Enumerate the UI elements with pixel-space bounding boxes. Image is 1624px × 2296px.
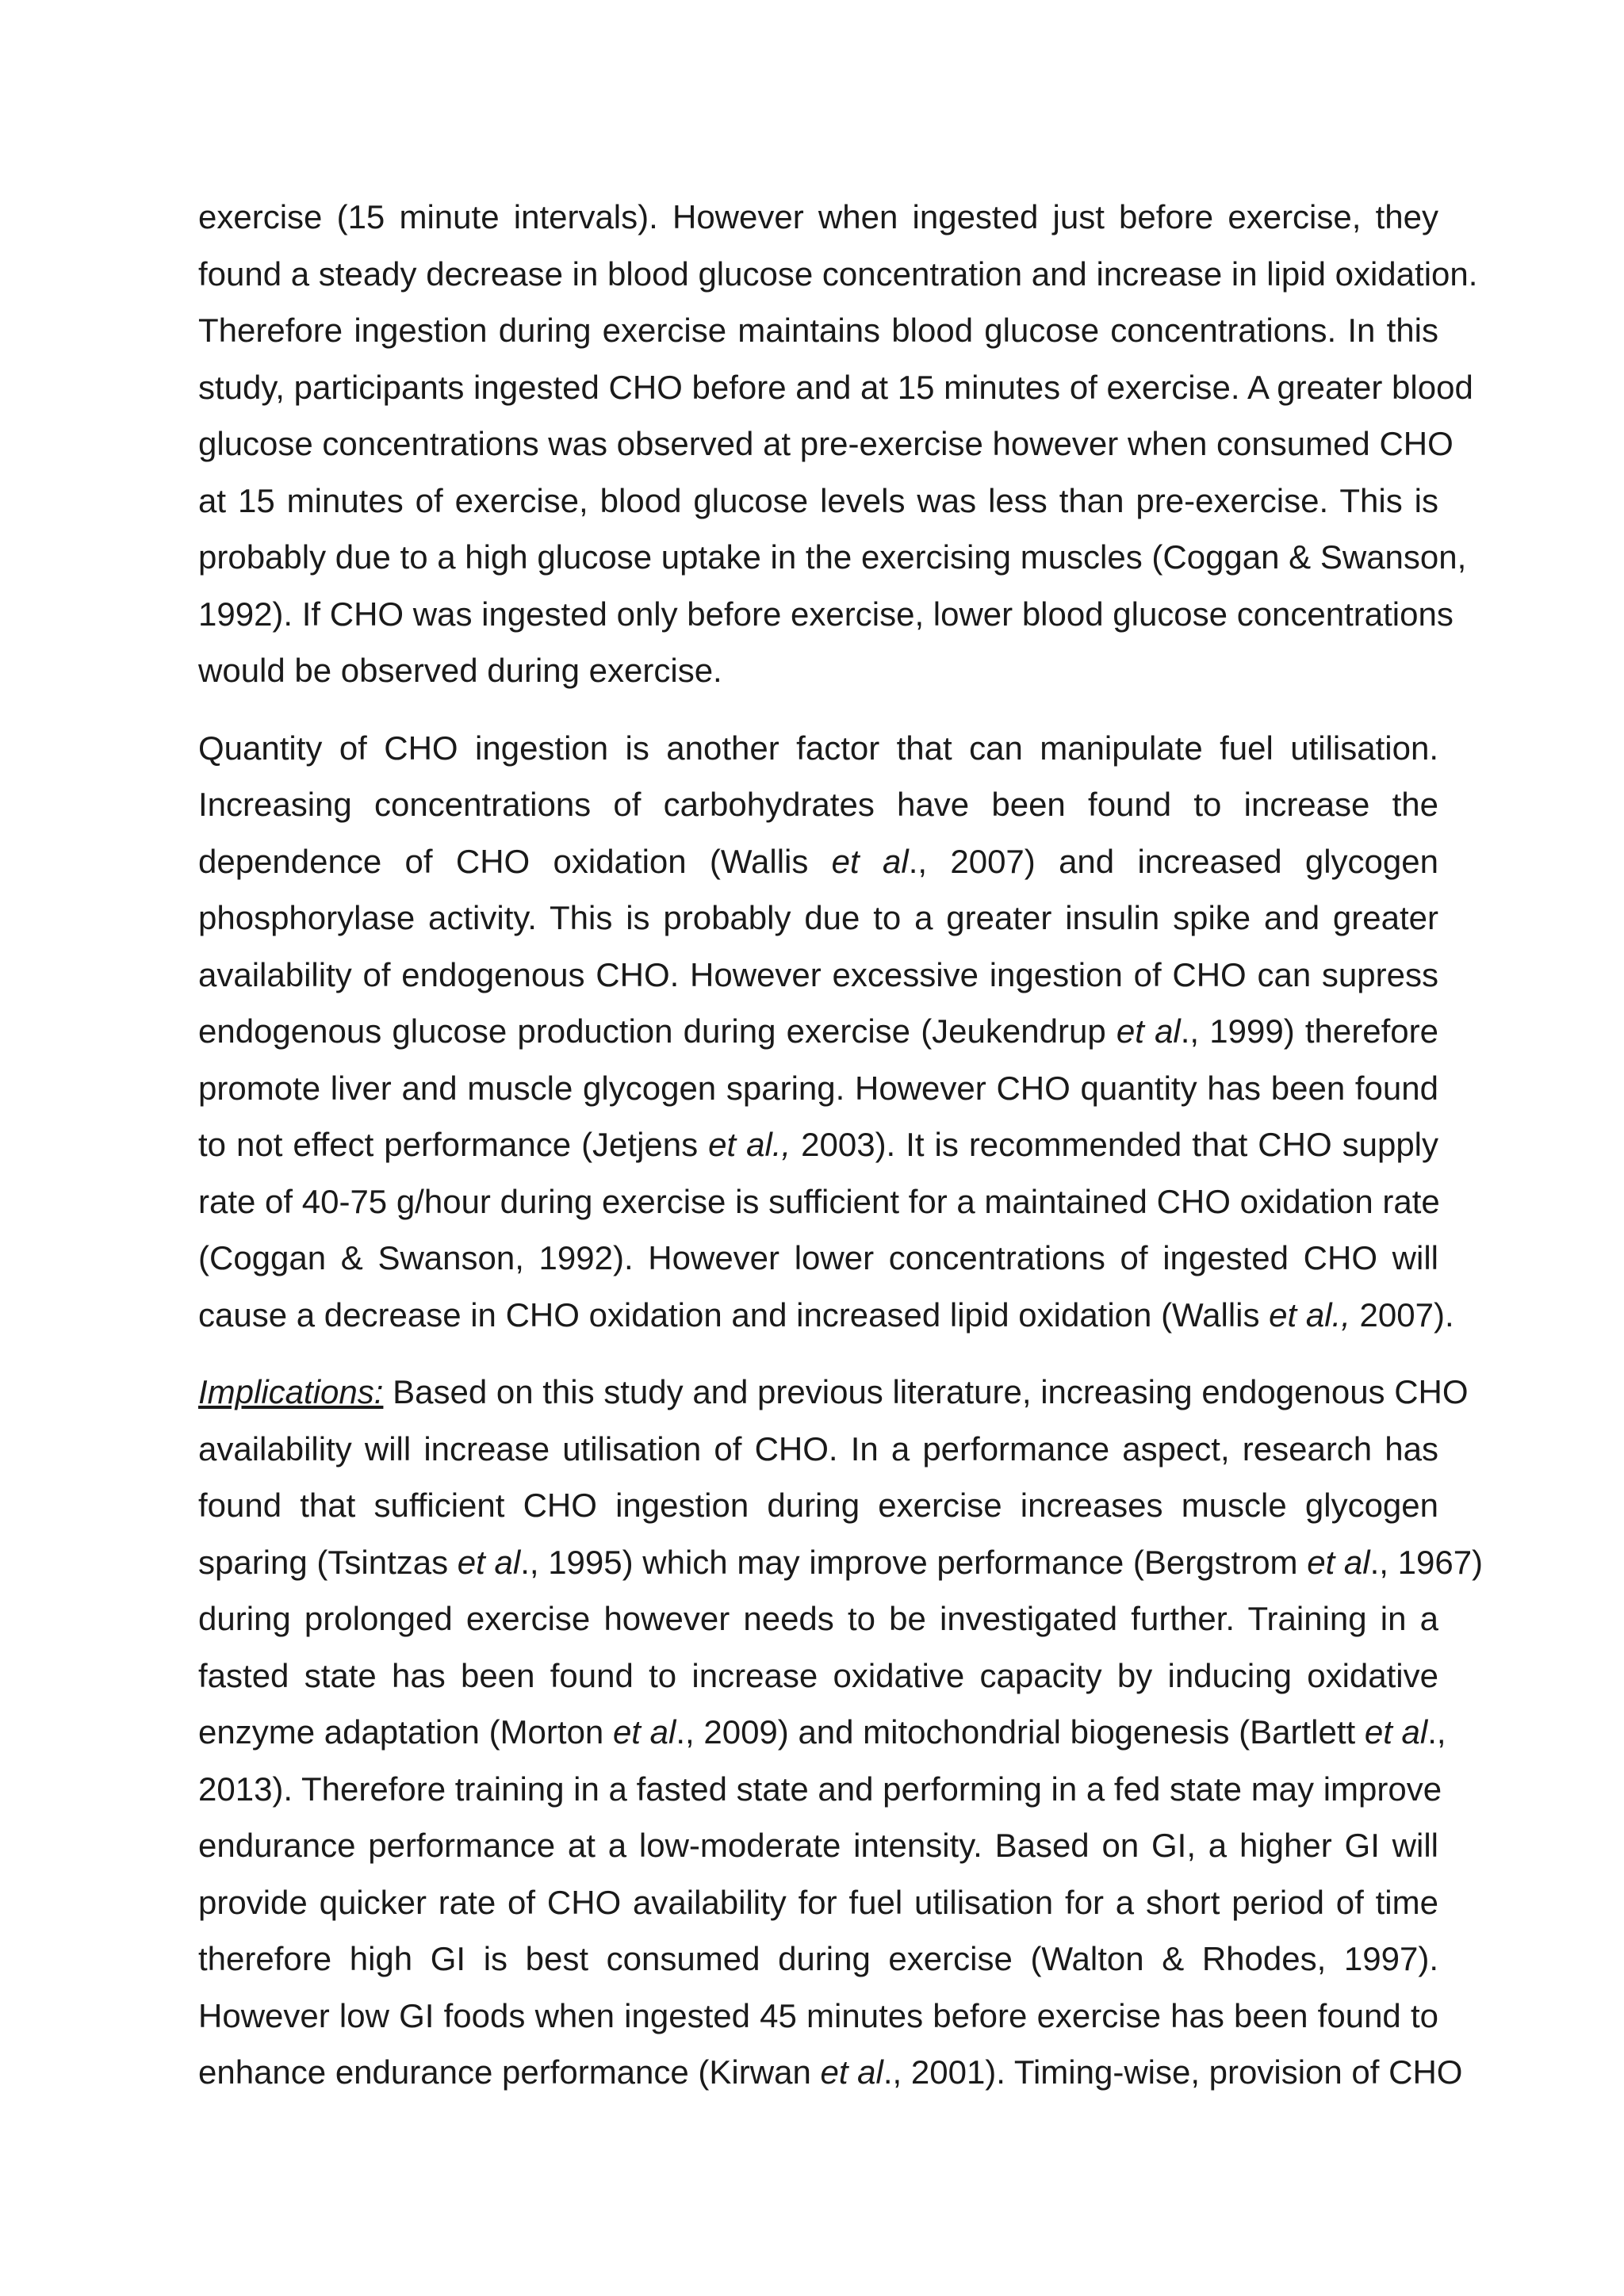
- section-heading: Implications:: [198, 1373, 384, 1410]
- text-run: Based on this study and previous literature, increasing endogenous CHO: [383, 1373, 1469, 1410]
- text-line: [198, 1230, 1438, 1287]
- text-line: [198, 1060, 1438, 1117]
- text-run: ., 2001). Timing-wise, provision of CHO: [883, 2053, 1463, 2091]
- text-line: [198, 415, 1454, 473]
- text-line: [198, 1704, 1446, 1761]
- text-run: fasted state has been found to increase oxidative capacity by inducing oxidative: [198, 1656, 1438, 1694]
- italic-citation: et al.,: [1269, 1295, 1350, 1334]
- text-run: Quantity of CHO ingestion is another factor that can manipulate fuel utilisation.: [198, 729, 1438, 767]
- text-run: probably due to a high glucose uptake in the exercising muscles (Coggan & Swanson,: [198, 538, 1467, 576]
- text-line: [198, 2044, 1463, 2101]
- text-run: ., 1995) which may improve performance (Bergstrom: [520, 1543, 1308, 1581]
- text-run: endogenous glucose production during exercise (Jeukendrup: [198, 1012, 1116, 1050]
- text-run: endurance performance at a low-moderate intensity. Based on GI, a higher GI will: [198, 1827, 1438, 1864]
- text-run: 2003). It is recommended that CHO supply: [791, 1126, 1439, 1163]
- text-line: [198, 302, 1438, 359]
- text-line: [198, 833, 1438, 890]
- text-run: 2013). Therefore training in a fasted state and performing in a fed state may improve: [198, 1770, 1442, 1808]
- text-run: ., 1967): [1369, 1543, 1484, 1581]
- text-run: 1992). If CHO was ingested only before exercise, lower blood glucose concentrations: [198, 595, 1454, 633]
- text-run: at 15 minutes of exercise, blood glucose levels was less than pre-exercise. This is: [198, 481, 1438, 519]
- text-run: phosphorylase activity. This is probably due to a greater insulin spike and greater: [198, 899, 1438, 936]
- italic-citation: et al: [457, 1543, 521, 1581]
- text-line: [198, 529, 1467, 586]
- text-line: [198, 776, 1438, 833]
- text-run: ., 2007) and increased glycogen: [908, 842, 1438, 880]
- text-line: [198, 947, 1438, 1004]
- text-run: However low GI foods when ingested 45 minutes before exercise has been found to: [198, 1996, 1438, 2034]
- text-line: [198, 1761, 1442, 1818]
- text-line: [198, 586, 1454, 643]
- text-line: [198, 1364, 1469, 1421]
- paragraph-quantity: [198, 720, 1454, 1344]
- text-line: [198, 1116, 1438, 1173]
- italic-citation: et al: [1364, 1713, 1428, 1751]
- paragraph-implications: [198, 1364, 1484, 2101]
- text-run: during prolonged exercise however needs to be investigated further. Training in a: [198, 1600, 1438, 1637]
- text-run: would be observed during exercise.: [198, 652, 722, 689]
- text-run: dependence of CHO oxidation (Wallis: [198, 842, 832, 880]
- text-run: availability of endogenous CHO. However excessive ingestion of CHO can supress: [198, 955, 1438, 993]
- text-line: [198, 1931, 1438, 1988]
- document-page: [198, 189, 1484, 2122]
- text-line: [198, 1988, 1438, 2045]
- text-run: found that sufficient CHO ingestion during exercise increases muscle glycogen: [198, 1487, 1438, 1524]
- italic-citation: et al.,: [708, 1126, 791, 1163]
- text-run: enhance endurance performance (Kirwan: [198, 2053, 821, 2091]
- text-line: [198, 189, 1438, 246]
- text-run: therefore high GI is best consumed during exercise (Walton & Rhodes, 1997).: [198, 1940, 1438, 1977]
- text-run: Therefore ingestion during exercise maintains blood glucose concentrations. In this: [198, 312, 1438, 349]
- text-line: [198, 642, 1438, 699]
- text-run: ., 1999) therefore: [1180, 1012, 1438, 1050]
- text-line: [198, 1003, 1438, 1060]
- text-run: ., 2009) and mitochondrial biogenesis (Bartlett: [676, 1713, 1365, 1751]
- text-line: [198, 1287, 1454, 1344]
- italic-citation: et al: [831, 842, 909, 880]
- text-run: Increasing concentrations of carbohydrates have been found to increase the: [198, 786, 1438, 823]
- text-run: promote liver and muscle glycogen sparing. However CHO quantity has been found: [198, 1069, 1438, 1107]
- text-line: [198, 1817, 1438, 1874]
- text-run: sparing (Tsintzas: [198, 1543, 458, 1581]
- text-run: .,: [1427, 1713, 1446, 1751]
- text-run: enzyme adaptation (Morton: [198, 1713, 613, 1751]
- text-run: exercise (15 minute intervals). However when ingested just before exercise, they: [198, 198, 1438, 235]
- text-run: availability will increase utilisation of CHO. In a performance aspect, research has: [198, 1429, 1438, 1468]
- text-line: [198, 246, 1478, 303]
- text-run: provide quicker rate of CHO availability for fuel utilisation for a short period of time: [198, 1883, 1438, 1921]
- text-line: [198, 473, 1438, 530]
- text-line: [198, 720, 1438, 777]
- text-run: found a steady decrease in blood glucose concentration and increase in lipid oxidation.: [198, 254, 1478, 293]
- text-run: 2007).: [1350, 1295, 1454, 1334]
- text-run: rate of 40-75 g/hour during exercise is sufficient for a maintained CHO oxidation rate: [198, 1182, 1440, 1220]
- text-line: [198, 890, 1438, 947]
- text-line: [198, 359, 1473, 416]
- text-run: glucose concentrations was observed at pre-exercise however when consumed CHO: [198, 425, 1454, 462]
- paragraph-timing: [198, 189, 1478, 699]
- text-run: cause a decrease in CHO oxidation and increased lipid oxidation (Wallis: [198, 1295, 1270, 1334]
- text-run: study, participants ingested CHO before and at 15 minutes of exercise. A greater blood: [198, 368, 1473, 406]
- text-run: to not effect performance (Jetjens: [198, 1126, 709, 1163]
- italic-citation: et al: [1116, 1012, 1181, 1050]
- text-line: [198, 1590, 1438, 1647]
- italic-citation: et al: [1307, 1543, 1370, 1581]
- text-run: (Coggan & Swanson, 1992). However lower concentrations of ingested CHO will: [198, 1239, 1438, 1276]
- text-line: [198, 1421, 1438, 1478]
- text-line: [198, 1874, 1438, 1931]
- text-line: [198, 1477, 1438, 1534]
- text-line: [198, 1647, 1438, 1705]
- text-line: [198, 1534, 1484, 1591]
- text-line: [198, 1173, 1438, 1230]
- italic-citation: et al: [612, 1713, 676, 1751]
- italic-citation: et al: [820, 2053, 883, 2091]
